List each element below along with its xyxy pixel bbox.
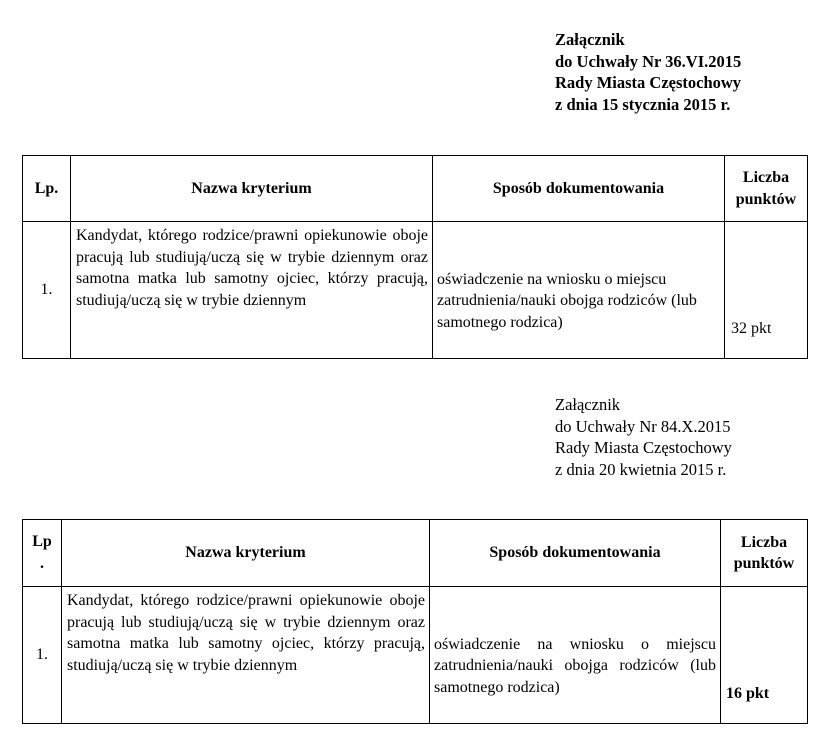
table2-header-row [23,520,808,587]
table1-row-points: 32 pkt [725,222,808,359]
table1-header-doc: Sposób dokumentowania [433,156,725,222]
table2-row-points: 16 pkt [721,587,808,724]
annex1-line-title: Załącznik [555,30,625,49]
annex-heading-1 [555,29,741,115]
annex2-line-title: Załącznik [555,395,621,414]
table1-row-lp: 1. [23,222,71,359]
table2-header-points-line1: Liczba [740,533,788,551]
table1-header-name: Nazwa kryterium [71,156,433,222]
annex2-line-resolution: do Uchwały Nr 84.X.2015 [555,416,731,436]
table2-header-lp-line2: . [40,555,44,572]
table1-header-row [23,156,808,222]
table2-header-name: Nazwa kryterium [62,520,430,587]
annex1-line-date: z dnia 15 stycznia 2015 r. [555,94,731,114]
criteria-table-2 [22,519,808,724]
table2-header-points [721,520,808,587]
table2-header-lp-line1: Lp [32,533,52,550]
table1-header-points-line1: Liczba [742,169,790,186]
criteria-table-1 [22,155,808,359]
table2-header-points-line2: punktów [733,555,795,572]
annex-heading-2 [555,394,732,480]
table1-row [23,222,808,359]
table1-header-points [725,156,808,222]
table1-header-points-line2: punktów [735,190,797,208]
annex1-line-resolution: do Uchwały Nr 36.VI.2015 [555,51,742,71]
table1-header-lp: Lp. [23,156,71,222]
table2-header-doc: Sposób dokumentowania [430,520,721,587]
table2-row-criterion: Kandydat, którego rodzice/prawni opiekunowie oboje pracują lub studiują/uczą się w trybie dziennym oraz samotna matka lub samotny ojciec, którzy pracują, studiują/uczą się w trybie dziennym [62,587,430,724]
annex2-line-council: Rady Miasta Częstochowy [555,438,732,457]
table1-row-criterion: Kandydat, którego rodzice/prawni opiekunowie oboje pracują lub studiują/uczą się w trybie dziennym oraz samotna matka lub samotny ojciec, którzy pracują, studiują/uczą się w trybie dziennym [71,222,433,359]
table1-row-documentation: oświadczenie na wniosku o miejscu zatrudnienia/nauki obojga rodziców (lub samotnego rodzica) [433,222,725,359]
table2-row [23,587,808,724]
annex2-line-date: z dnia 20 kwietnia 2015 r. [555,459,727,479]
table2-header-lp [23,520,62,587]
table2-row-lp: 1. [23,587,62,724]
annex1-line-council: Rady Miasta Częstochowy [555,73,742,92]
table2-row-documentation: oświadczenie na wniosku o miejscu zatrudnienia/nauki obojga rodziców (lub samotnego rodzica) [430,587,721,724]
